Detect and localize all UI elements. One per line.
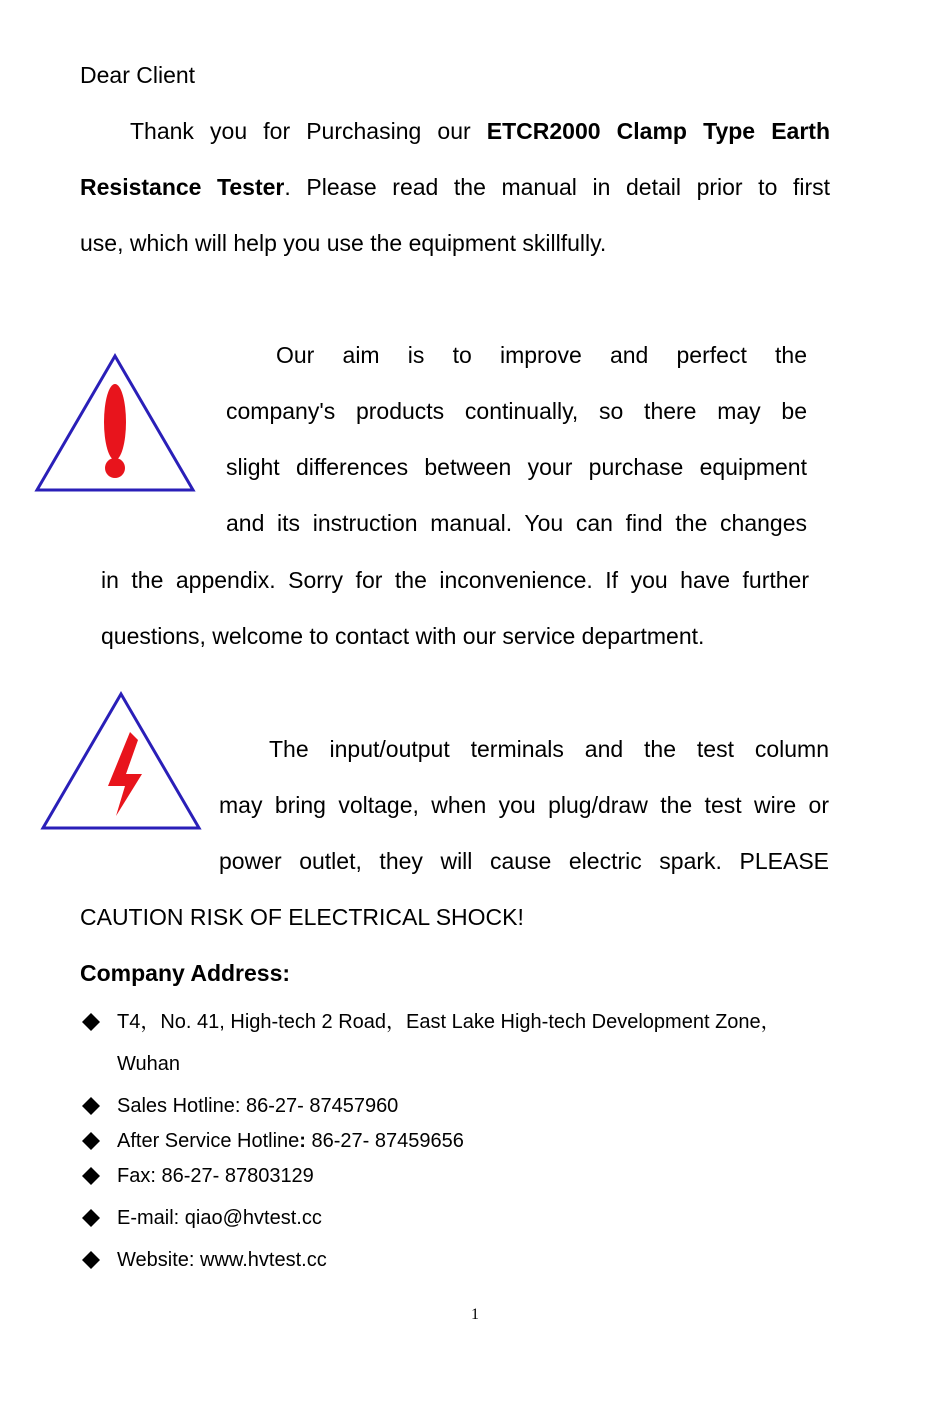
caution-line-1: The input/output terminals and the test column	[269, 736, 829, 762]
diamond-bullet-icon	[82, 1013, 100, 1031]
diamond-bullet-icon	[82, 1132, 100, 1150]
caution-line-4: CAUTION RISK OF ELECTRICAL SHOCK!	[80, 904, 524, 930]
caution-line-3: power outlet, they will cause electric spark. PLEASE	[219, 848, 829, 874]
notice-line-3: slight differences between your purchase equipment	[226, 454, 807, 480]
notice-line-2: company's products continually, so there may be	[226, 398, 807, 424]
product-name: ETCR2000 Clamp Type Earth	[486, 118, 830, 144]
notice-line-1: Our aim is to improve and perfect the	[276, 342, 807, 368]
after-service-value: 86-27- 87459656	[305, 1130, 464, 1152]
page-number: 1	[471, 1306, 479, 1323]
warning-exclamation-icon	[32, 350, 198, 495]
email-address: E-mail: qiao@hvtest.cc	[117, 1207, 322, 1229]
intro-text-2: . Please read the manual in detail prior to first	[284, 174, 831, 200]
notice-line-6: questions, welcome to contact with our service department.	[101, 623, 705, 649]
diamond-bullet-icon	[82, 1251, 100, 1269]
intro-text: Thank you for Purchasing our	[130, 118, 471, 144]
diamond-bullet-icon	[82, 1097, 100, 1115]
website: Website: www.hvtest.cc	[117, 1249, 327, 1271]
address-line-1: T4，No. 41, High-tech 2 Road，East Lake High-tech Development Zone，	[117, 1011, 781, 1033]
company-heading: Company Address:	[80, 960, 291, 986]
notice-line-5: in the appendix. Sorry for the inconvenience. If you have further	[101, 567, 809, 593]
high-voltage-icon	[38, 688, 204, 833]
intro-line-2	[80, 173, 830, 201]
product-name-cont: Resistance Tester	[80, 174, 285, 200]
after-service-label: After Service Hotline	[117, 1130, 300, 1152]
intro-line-3: use, which will help you use the equipment skillfully.	[80, 230, 607, 256]
caution-line-2: may bring voltage, when you plug/draw the test wire or	[219, 792, 829, 818]
diamond-bullet-icon	[82, 1167, 100, 1185]
address-line-2: Wuhan	[117, 1053, 181, 1075]
fax-number: Fax: 86-27- 87803129	[117, 1165, 314, 1187]
after-service-hotline	[117, 1129, 464, 1153]
salutation: Dear Client	[80, 62, 196, 88]
diamond-bullet-icon	[82, 1209, 100, 1227]
intro-line-1	[80, 117, 830, 145]
notice-line-4: and its instruction manual. You can find the changes	[226, 510, 807, 536]
sales-hotline: Sales Hotline: 86-27- 87457960	[117, 1095, 399, 1117]
after-service-colon: :	[299, 1130, 306, 1152]
